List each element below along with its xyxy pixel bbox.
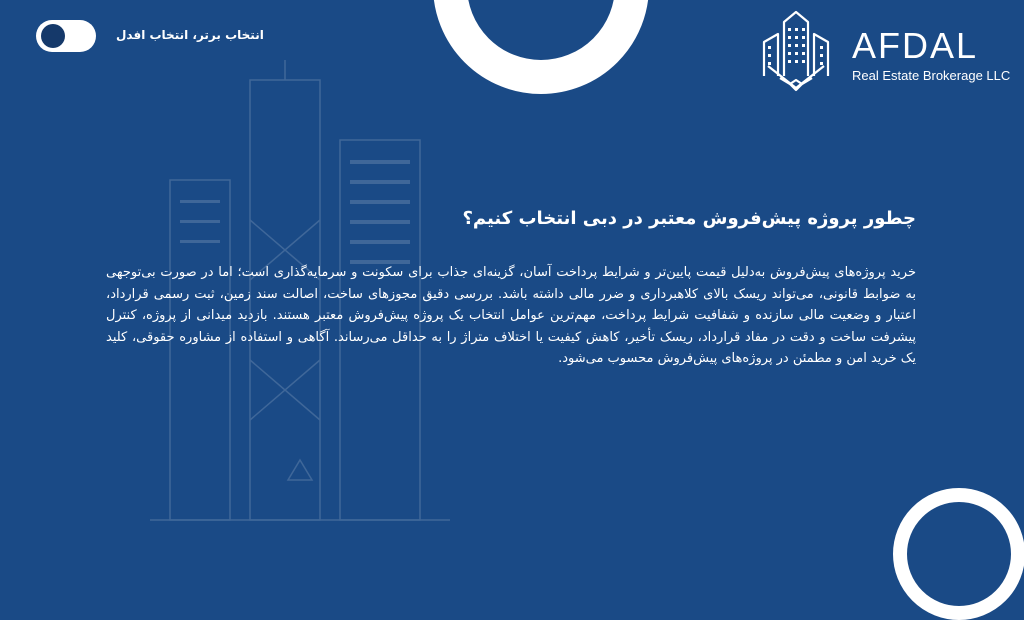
article-body: خرید پروژه‌های پیش‌فروش به‌دلیل قیمت پایین‌تر و شرایط پرداخت آسان، گزینه‌ای جذاب برای سکونت و سرمایه‌گذاری است؛ اما در صورت بی‌توجهی به ضوابط قانونی، می‌تواند ریسک بالای کلاهبرداری و ضرر مالی داشته باشد. بررسی دقیق مجوزهای ساخت، اصالت سند زمین، ثبت رسمی قرارداد، اعتبار و وضعیت مالی سازنده و شفافیت شرایط پرداخت، مهم‌ترین عوامل انتخاب یک پروژه پیش‌فروش معتبر هستند. بازدید میدانی از پروژه، کنترل پیشرفت ساخت و دقت در مفاد قرارداد، ریسک تأخیر، کاهش کیفیت یا اختلاف متراژ را به حداقل می‌رساند. آگاهی و استفاده از مشاوره حقوقی، کلید یک خرید امن و مطمئن در پروژه‌های پیش‌فروش محسوب می‌شود.	[106, 265, 916, 366]
brand-subtitle: Real Estate Brokerage LLC	[852, 68, 1011, 83]
decorative-ring-bottom	[893, 488, 1024, 620]
toggle-knob	[41, 24, 65, 48]
toggle-label: انتخاب برتر، انتخاب افدل	[116, 28, 264, 42]
article-heading: چطور پروژه پیش‌فروش معتبر در دبی انتخاب کنیم؟	[462, 208, 916, 229]
decorative-ring-top	[433, 0, 649, 94]
theme-toggle-switch[interactable]	[36, 20, 96, 52]
brand-name: AFDAL	[852, 25, 979, 66]
buildings-handshake-logo-icon	[760, 8, 832, 102]
